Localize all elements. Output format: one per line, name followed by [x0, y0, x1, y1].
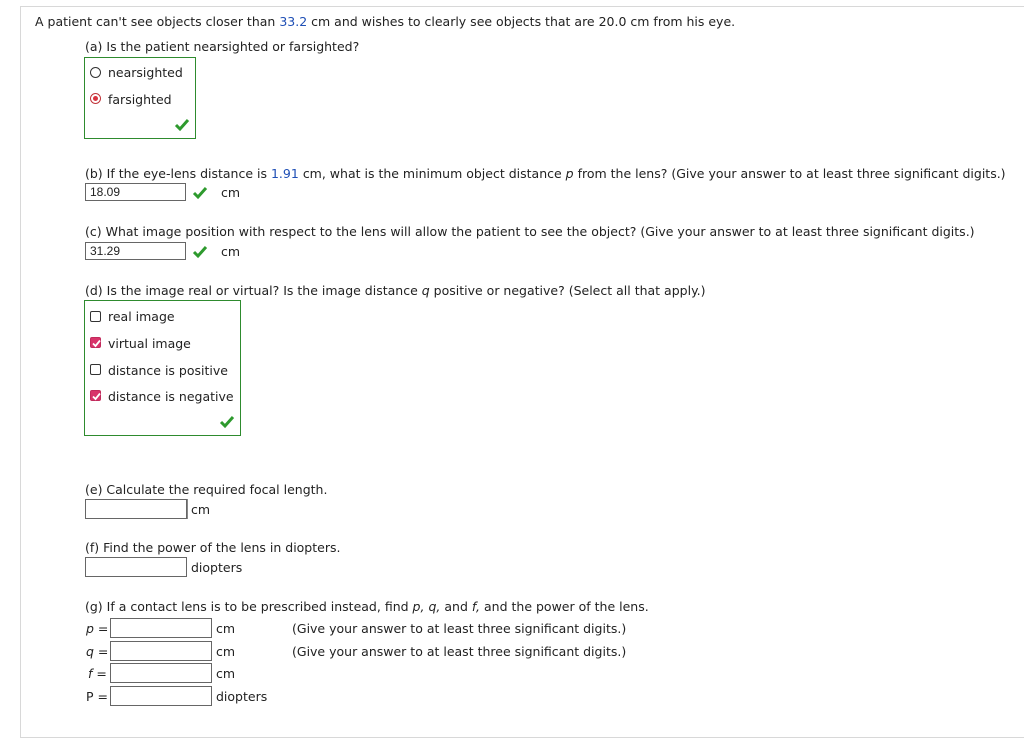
unit-label: diopters — [216, 689, 268, 704]
row-label-p: p = — [86, 621, 109, 636]
unit-label: cm — [216, 621, 236, 636]
var-q: q, — [428, 599, 441, 614]
part-g-power-input[interactable] — [110, 686, 212, 706]
part-d-text-2: positive or negative? (Select all that apply.) — [433, 283, 706, 298]
unit-label: cm — [191, 502, 211, 517]
var-q: q — [421, 283, 430, 298]
correct-check-icon — [192, 186, 208, 200]
problem-statement — [35, 14, 735, 29]
row-label-q: q = — [86, 644, 109, 659]
part-g-p-input[interactable] — [110, 618, 212, 638]
part-b-text-2: cm, what is the minimum object distance — [302, 166, 562, 181]
eye-lens-distance-value: 1.91 — [270, 166, 299, 181]
correct-check-icon — [219, 415, 235, 429]
unit-label: diopters — [191, 560, 243, 575]
checkbox-distance-positive[interactable] — [90, 364, 101, 375]
option-label: nearsighted — [108, 65, 183, 80]
part-c-question: (c) What image position with respect to the lens will allow the patient to see the object? (Give your answer to at least three significant digits.) — [85, 224, 975, 239]
part-b-text-3: from the lens? (Give your answer to at least three significant digits.) — [577, 166, 1006, 181]
checkbox-distance-negative[interactable] — [90, 390, 101, 401]
part-g-text-2: and the power of the lens. — [484, 599, 649, 614]
radio-farsighted[interactable] — [90, 93, 101, 104]
part-e-question: (e) Calculate the required focal length. — [85, 482, 328, 497]
option-label: farsighted — [108, 92, 172, 107]
part-g-q-input[interactable] — [110, 641, 212, 661]
correct-check-icon — [174, 118, 190, 132]
part-g-question — [85, 599, 649, 614]
correct-check-icon — [192, 245, 208, 259]
part-g-text: (g) If a contact lens is to be prescribed instead, find — [85, 599, 409, 614]
intro-text-2: cm and wishes to clearly see objects that are 20.0 cm from his eye. — [311, 14, 736, 29]
option-label: real image — [108, 309, 175, 324]
part-f-question: (f) Find the power of the lens in diopters. — [85, 540, 341, 555]
option-label: distance is positive — [108, 363, 228, 378]
checkbox-real-image[interactable] — [90, 311, 101, 322]
intro-text: A patient can't see objects closer than — [35, 14, 276, 29]
part-e-answer-input[interactable] — [85, 499, 187, 519]
sig-fig-hint: (Give your answer to at least three significant digits.) — [292, 621, 627, 636]
row-label-f: f = — [88, 666, 107, 681]
row-label-power: P = — [86, 689, 108, 704]
part-b-answer-input[interactable]: 18.09 — [85, 183, 186, 201]
unit-label: cm — [221, 244, 241, 259]
part-d-text: (d) Is the image real or virtual? Is the image distance — [85, 283, 418, 298]
part-g-and: and — [444, 599, 468, 614]
part-c-answer-input[interactable]: 31.29 — [85, 242, 186, 260]
option-label: virtual image — [108, 336, 191, 351]
unit-label: cm — [216, 666, 236, 681]
checkbox-virtual-image[interactable] — [90, 337, 101, 348]
part-a-choices — [84, 57, 196, 139]
var-f: f, — [471, 599, 481, 614]
part-d-question — [85, 283, 706, 298]
var-p: p — [565, 166, 574, 181]
radio-nearsighted[interactable] — [90, 67, 101, 78]
part-f-answer-input[interactable] — [85, 557, 187, 577]
part-b-question — [85, 166, 1006, 181]
part-b-text: (b) If the eye-lens distance is — [85, 166, 267, 181]
unit-label: cm — [221, 185, 241, 200]
option-label: distance is negative — [108, 389, 234, 404]
unit-divider — [187, 499, 188, 519]
unit-label: cm — [216, 644, 236, 659]
part-a-question: (a) Is the patient nearsighted or farsighted? — [85, 39, 360, 54]
sig-fig-hint: (Give your answer to at least three significant digits.) — [292, 644, 627, 659]
var-p: p, — [412, 599, 425, 614]
part-d-choices — [84, 300, 241, 436]
part-g-f-input[interactable] — [110, 663, 212, 683]
near-point-value: 33.2 — [279, 14, 308, 29]
